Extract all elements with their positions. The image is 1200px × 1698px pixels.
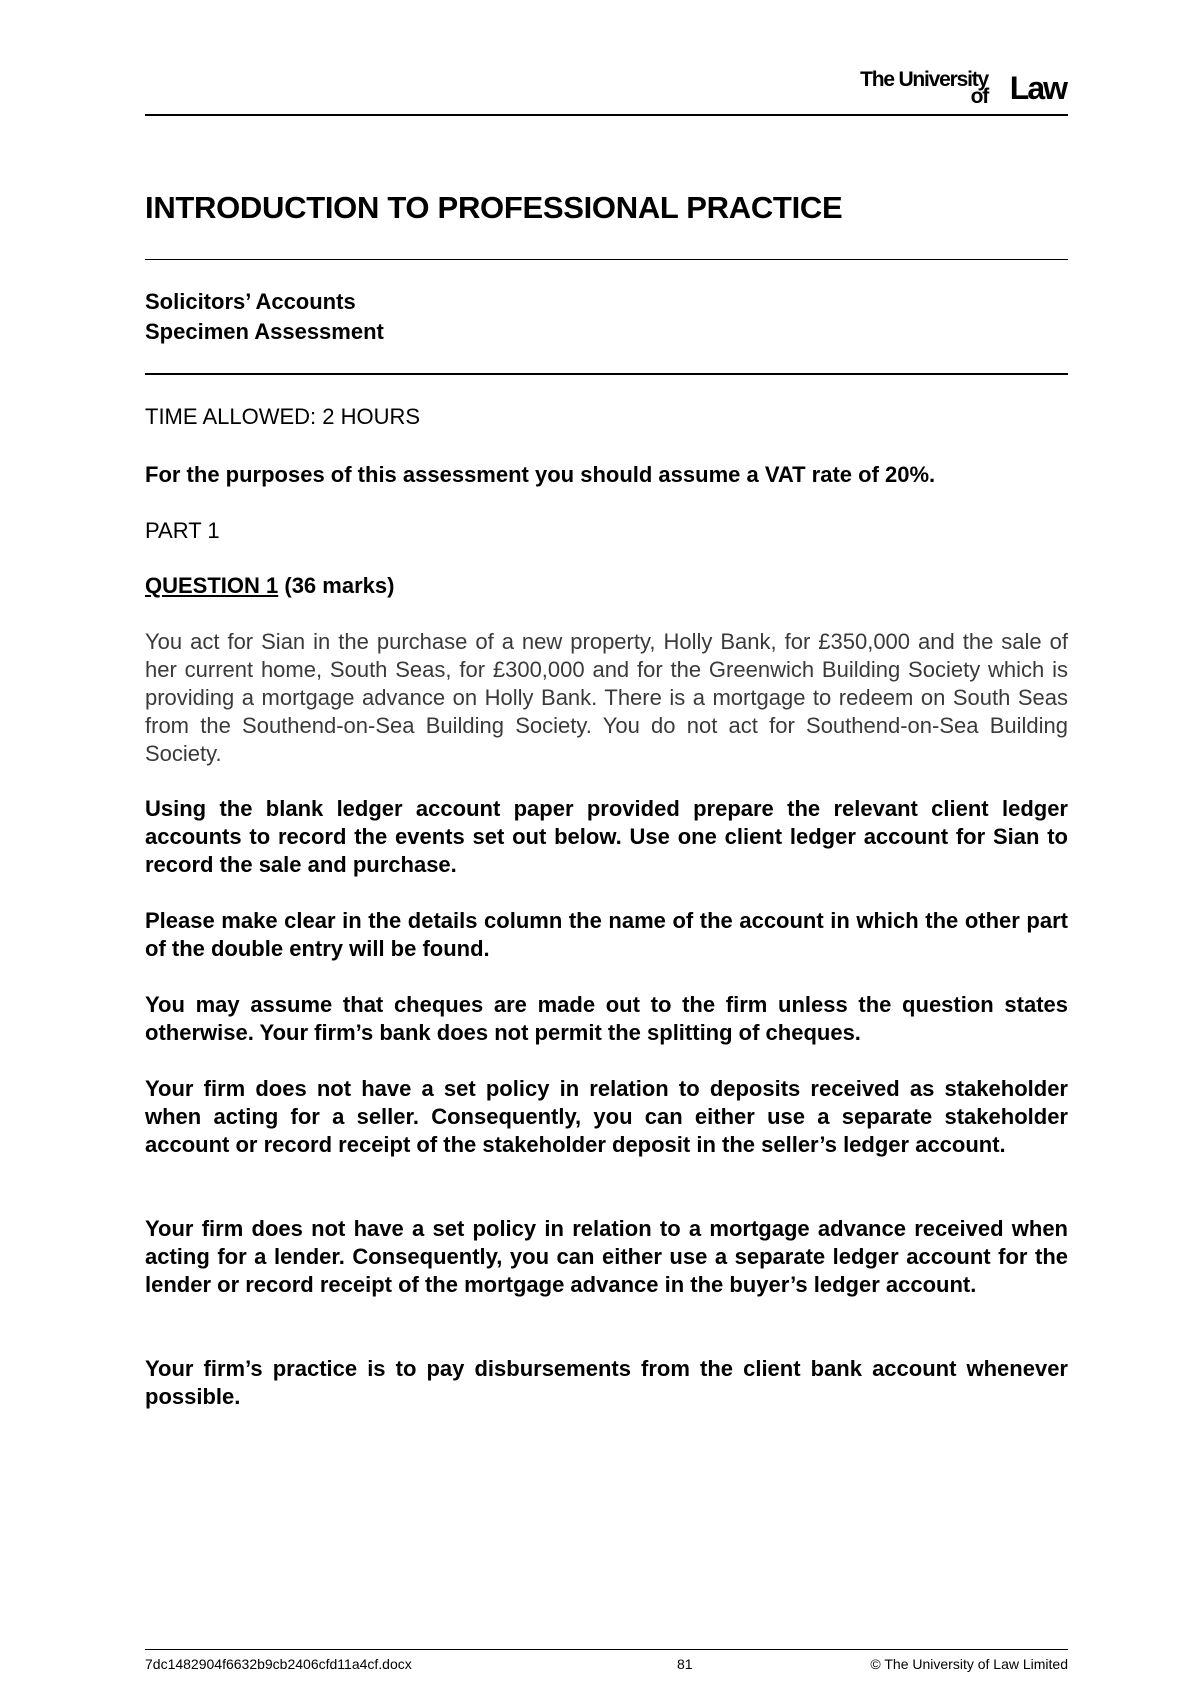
- question-label: QUESTION 1: [145, 573, 279, 598]
- footer-doc-id: 7dc1482904f6632b9cb2406cfd11a4cf.docx: [145, 1656, 412, 1672]
- instruction-paragraph: You may assume that cheques are made out to the firm unless the question states otherwise. Your firm’s bank does not permit the splitting of cheques.: [145, 992, 1068, 1045]
- logo-text-line2: of: [970, 85, 988, 108]
- subtitle-line1: Solicitors’ Accounts: [145, 289, 356, 314]
- university-of-law-logo: [856, 66, 1066, 106]
- subtitle-line2: Specimen Assessment: [145, 319, 384, 344]
- subtitle-block: [145, 287, 1068, 347]
- time-allowed: TIME ALLOWED: 2 HOURS: [145, 404, 421, 429]
- title-rule: [145, 259, 1068, 260]
- logo-text-line1: The University: [860, 68, 988, 91]
- scenario-paragraph: You act for Sian in the purchase of a new property, Holly Bank, for £350,000 and the sale of her current home, South Seas, for £300,000 and for the Greenwich Building Society which is providing a mortgage advance on Holly Bank. There is a mortgage to redeem on South Seas from the Southend-on-Sea Building Society. You do not act for Southend-on-Sea Building Society.: [145, 629, 1068, 766]
- instruction-paragraph: Please make clear in the details column the name of the account in which the other part of the double entry will be found.: [145, 908, 1068, 961]
- footer-copyright: © The University of Law Limited: [870, 1656, 1068, 1672]
- question-marks: (36 marks): [278, 573, 395, 598]
- subtitle-rule: [145, 373, 1068, 375]
- document-title: INTRODUCTION TO PROFESSIONAL PRACTICE: [145, 190, 843, 225]
- page-footer: [145, 1656, 1068, 1676]
- vat-note: For the purposes of this assessment you should assume a VAT rate of 20%.: [145, 462, 936, 487]
- footer-page-number: 81: [677, 1656, 693, 1672]
- instruction-paragraph: Your firm’s practice is to pay disbursements from the client bank account whenever possible.: [145, 1356, 1068, 1409]
- question-heading: [145, 572, 1068, 600]
- part-heading: PART 1: [145, 518, 220, 543]
- instruction-paragraph: Using the blank ledger account paper provided prepare the relevant client ledger accounts to record the events set out below. Use one client ledger account for Sian to record the sale and purchase.: [145, 796, 1068, 877]
- header-rule: [145, 114, 1068, 116]
- instruction-paragraph: Your firm does not have a set policy in relation to a mortgage advance received when acting for a lender. Consequently, you can either use a separate ledger account for the lender or record receipt of the mortgage advance in the buyer’s ledger account.: [145, 1216, 1068, 1297]
- logo-text-big: Law: [1009, 70, 1066, 106]
- instruction-paragraph: Your firm does not have a set policy in relation to deposits received as stakeholder when acting for a seller. Consequently, you can either use a separate stakeholder account or record receipt of the stakeholder deposit in the seller’s ledger account.: [145, 1076, 1068, 1157]
- footer-rule: [145, 1649, 1068, 1650]
